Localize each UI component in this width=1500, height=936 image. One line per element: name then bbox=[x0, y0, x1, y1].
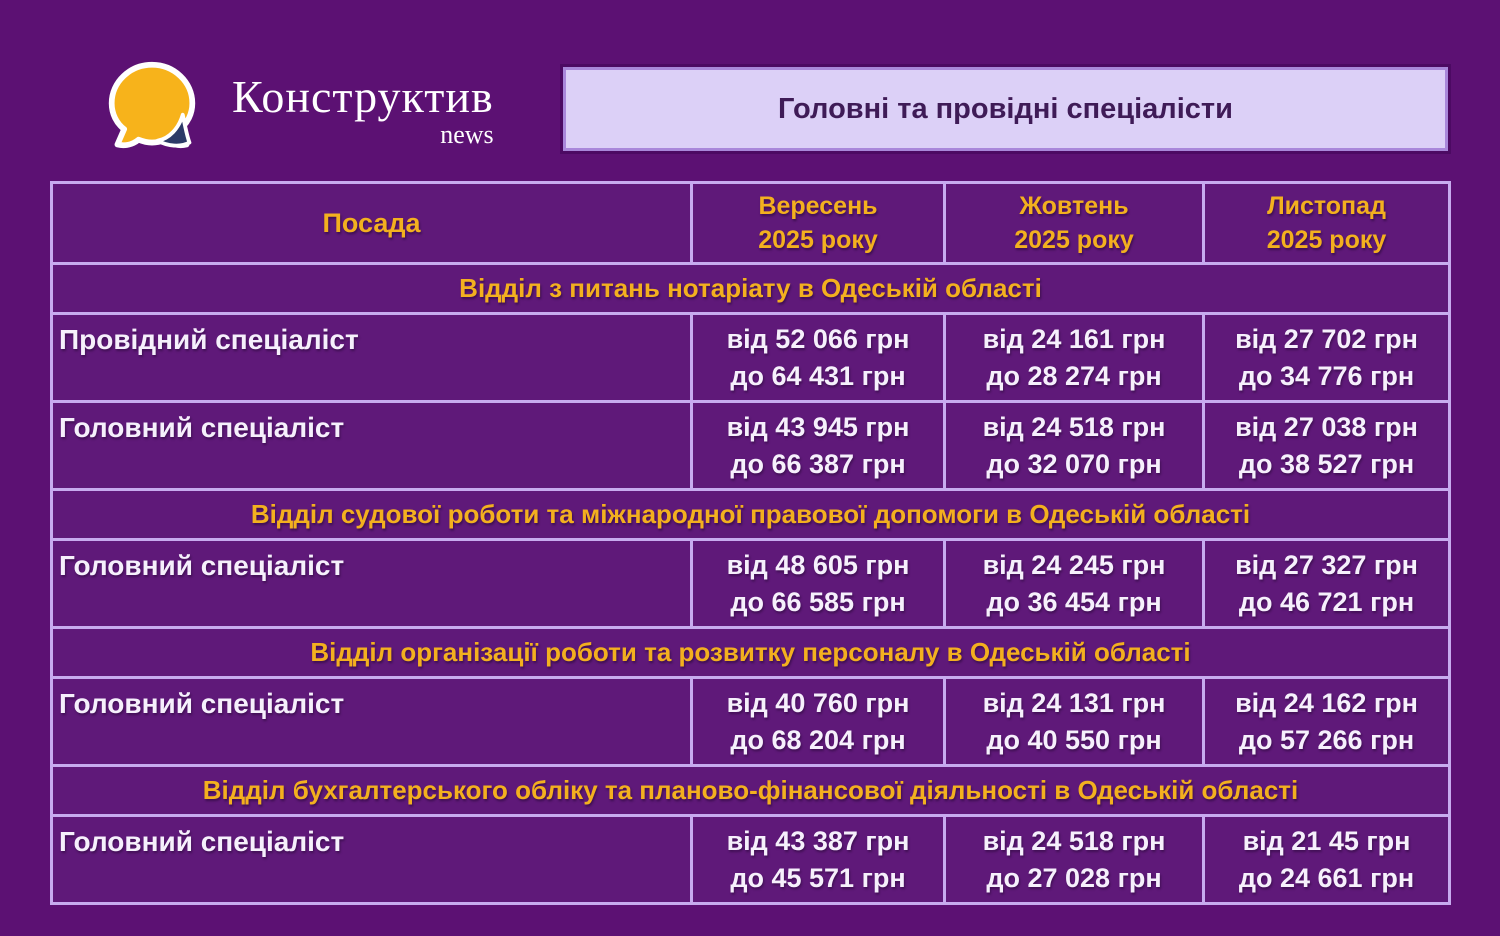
salary-cell-september bbox=[692, 540, 945, 628]
section-header-notariat bbox=[52, 264, 1450, 314]
table-row bbox=[52, 314, 1450, 402]
salary-from: від 27 702 грн bbox=[1235, 323, 1418, 354]
salary-cell-september bbox=[692, 402, 945, 490]
salary-cell-november bbox=[1204, 402, 1450, 490]
salary-cell-october bbox=[945, 402, 1204, 490]
salary-cell-november bbox=[1204, 678, 1450, 766]
salary-to: до 66 387 грн bbox=[730, 448, 906, 479]
salary-from: від 27 038 грн bbox=[1235, 411, 1418, 442]
month-year: 2025 року bbox=[1014, 226, 1134, 254]
salary-cell-october bbox=[945, 678, 1204, 766]
salary-from: від 24 518 грн bbox=[982, 411, 1166, 442]
section-title: Відділ бухгалтерського обліку та планово-фінансової діяльності в Одеській області bbox=[52, 766, 1450, 816]
month-year: 2025 року bbox=[758, 226, 878, 254]
salary-to: до 28 274 грн bbox=[986, 360, 1162, 391]
table-row bbox=[52, 402, 1450, 490]
salary-cell-november bbox=[1204, 540, 1450, 628]
salary-to: до 66 585 грн bbox=[730, 586, 906, 617]
logo-brand-sub: news bbox=[440, 120, 494, 149]
salary-from: від 43 945 грн bbox=[726, 411, 910, 442]
logo-brand: Конструктив bbox=[232, 71, 494, 122]
salary-cell-october bbox=[945, 816, 1204, 904]
salary-cell-september bbox=[692, 314, 945, 402]
column-header-position: Посада bbox=[52, 183, 692, 264]
salary-to: до 32 070 грн bbox=[986, 448, 1162, 479]
salary-to: до 34 776 грн bbox=[1238, 360, 1415, 391]
section-header-personal bbox=[52, 628, 1450, 678]
table-row bbox=[52, 816, 1450, 904]
table-header-row bbox=[52, 183, 1450, 264]
position-cell: Головний спеціаліст bbox=[52, 540, 692, 628]
salary-to: до 57 266 грн bbox=[1238, 724, 1415, 755]
page-title: Головні та провідні спеціалісти bbox=[778, 92, 1233, 125]
position-cell: Головний спеціаліст bbox=[52, 678, 692, 766]
salary-from: від 24 162 грн bbox=[1235, 687, 1418, 718]
section-title: Відділ організації роботи та розвитку персоналу в Одеській області bbox=[52, 628, 1450, 678]
column-header-september bbox=[692, 183, 945, 264]
position-cell: Провідний спеціаліст bbox=[52, 314, 692, 402]
salary-to: до 24 661 грн bbox=[1238, 862, 1415, 893]
salary-from: від 24 161 грн bbox=[982, 323, 1166, 354]
salary-to: до 27 028 грн bbox=[986, 862, 1162, 893]
title-banner bbox=[563, 67, 1448, 151]
column-header-november bbox=[1204, 183, 1450, 264]
salary-to: до 45 571 грн bbox=[730, 862, 906, 893]
salary-from: від 43 387 грн bbox=[726, 825, 910, 856]
salary-to: до 38 527 грн bbox=[1238, 448, 1415, 479]
section-title: Відділ судової роботи та міжнародної правової допомоги в Одеській області bbox=[52, 490, 1450, 540]
salary-from: від 40 760 грн bbox=[726, 687, 910, 718]
salary-to: до 36 454 грн bbox=[986, 586, 1162, 617]
salary-table bbox=[50, 181, 1451, 905]
salary-cell-november bbox=[1204, 314, 1450, 402]
table-row bbox=[52, 678, 1450, 766]
column-header-october bbox=[945, 183, 1204, 264]
salary-to: до 46 721 грн bbox=[1238, 586, 1415, 617]
position-cell: Головний спеціаліст bbox=[52, 816, 692, 904]
salary-from: від 24 518 грн bbox=[982, 825, 1166, 856]
position-cell: Головний спеціаліст bbox=[52, 402, 692, 490]
salary-cell-september bbox=[692, 816, 945, 904]
salary-cell-october bbox=[945, 314, 1204, 402]
month-name: Жовтень bbox=[1019, 192, 1129, 220]
section-title: Відділ з питань нотаріату в Одеській області bbox=[52, 264, 1450, 314]
section-header-buhoblik bbox=[52, 766, 1450, 816]
salary-to: до 68 204 грн bbox=[730, 724, 906, 755]
speech-bubble-icon bbox=[98, 60, 206, 156]
salary-from: від 27 327 грн bbox=[1235, 549, 1418, 580]
salary-from: від 21 45 грн bbox=[1242, 825, 1411, 856]
salary-from: від 24 131 грн bbox=[982, 687, 1166, 718]
salary-from: від 48 605 грн bbox=[726, 549, 910, 580]
table-row bbox=[52, 540, 1450, 628]
salary-to: до 40 550 грн bbox=[986, 724, 1162, 755]
month-year: 2025 року bbox=[1266, 226, 1387, 254]
salary-cell-november bbox=[1204, 816, 1450, 904]
salary-cell-october bbox=[945, 540, 1204, 628]
salary-from: від 52 066 грн bbox=[726, 323, 910, 354]
logo-text bbox=[232, 71, 494, 149]
salary-from: від 24 245 грн bbox=[982, 549, 1166, 580]
section-header-sudova bbox=[52, 490, 1450, 540]
salary-cell-september bbox=[692, 678, 945, 766]
salary-to: до 64 431 грн bbox=[730, 360, 906, 391]
month-name: Листопад bbox=[1267, 192, 1386, 220]
logo bbox=[98, 60, 494, 156]
month-name: Вересень bbox=[758, 192, 878, 220]
